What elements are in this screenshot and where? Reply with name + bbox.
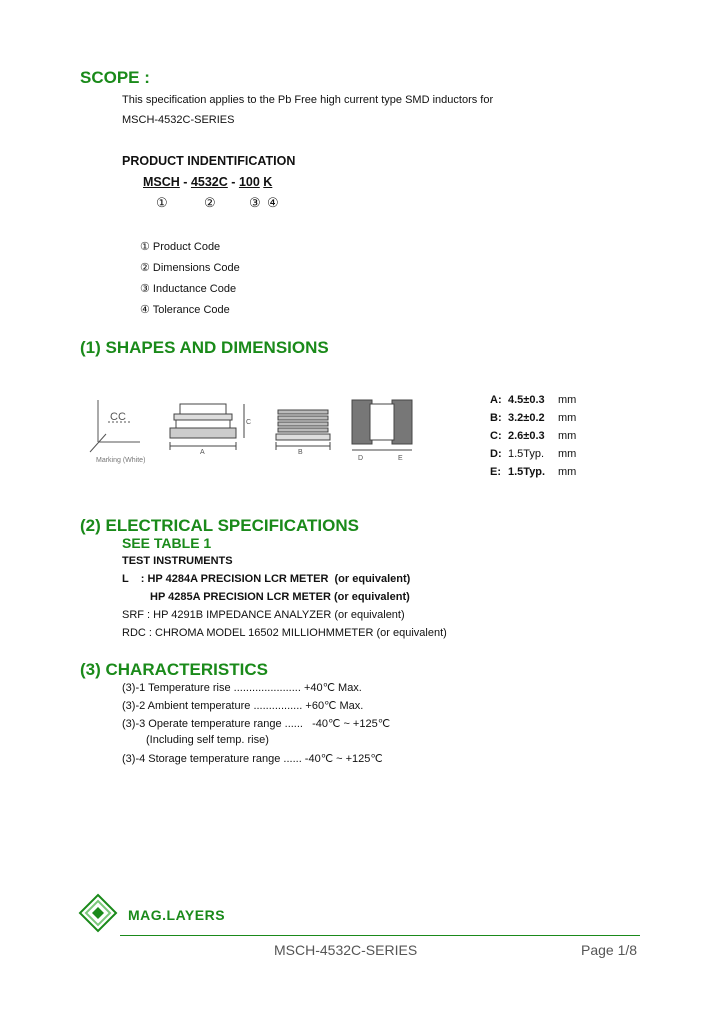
code-part-100: 100	[238, 175, 260, 189]
cc-label: CC	[110, 411, 126, 423]
code-separator: -	[183, 175, 188, 189]
front-view	[170, 404, 251, 456]
dim-row-e	[490, 466, 577, 478]
code-part-k: K	[263, 175, 273, 189]
dim-key: B:	[490, 412, 502, 424]
dim-value: 3.2±0.2	[508, 412, 545, 424]
product-code	[143, 175, 272, 189]
code-part-4532c: 4532C	[190, 175, 228, 189]
code-separator: -	[231, 175, 236, 189]
dim-value: 1.5Typ.	[508, 448, 545, 460]
dim-unit: mm	[558, 412, 577, 424]
instrument-rdc: RDC : CHROMA MODEL 16502 MILLIOHMMETER (or equivalent)	[122, 627, 447, 639]
characteristics-title: (3) CHARACTERISTICS	[80, 660, 268, 679]
code-part-msch: MSCH	[143, 175, 180, 189]
bottom-view	[352, 400, 412, 462]
instrument-l-alt: HP 4285A PRECISION LCR METER (or equivalent)	[150, 591, 410, 603]
dim-unit: mm	[558, 448, 577, 460]
legend-product-code: ① Product Code	[140, 241, 221, 253]
company-name: MAG.LAYERS	[128, 907, 226, 923]
dim-row-a	[490, 394, 577, 406]
char-temperature-rise: (3)-1 Temperature rise ...................... +40℃ Max.	[122, 682, 362, 694]
shapes-title: (1) SHAPES AND DIMENSIONS	[80, 338, 329, 357]
dim-row-d	[490, 448, 577, 460]
instrument-srf: SRF : HP 4291B IMPEDANCE ANALYZER (or equivalent)	[122, 609, 405, 621]
electrical-title: (2) ELECTRICAL SPECIFICATIONS	[80, 516, 359, 535]
char-storage-temperature: (3)-4 Storage temperature range ...... -40℃ ~ +125℃	[122, 753, 383, 765]
see-table-1: SEE TABLE 1	[122, 535, 212, 551]
top-view	[90, 400, 145, 464]
company-logo-icon	[78, 893, 118, 933]
footer-series: MSCH-4532C-SERIES	[274, 942, 418, 958]
dim-value: 2.6±0.3	[508, 430, 545, 442]
dim-unit: mm	[558, 430, 577, 442]
label-e: E	[398, 455, 403, 462]
legend-dimensions-code: ② Dimensions Code	[140, 262, 240, 274]
side-view	[276, 410, 330, 456]
instrument-l: L : HP 4284A PRECISION LCR METER (or equivalent)	[122, 573, 411, 585]
marker-2: ②	[204, 195, 216, 210]
char-self-temp-note: (Including self temp. rise)	[146, 734, 269, 746]
label-b: B	[298, 449, 303, 456]
dim-key: C:	[490, 430, 502, 442]
label-d: D	[358, 455, 364, 462]
label-c: C	[246, 419, 252, 426]
legend-inductance-code: ③ Inductance Code	[140, 283, 237, 295]
footer-divider	[120, 935, 640, 936]
dim-value: 1.5Typ.	[508, 466, 546, 478]
marking-label: Marking (White)	[96, 457, 146, 464]
footer-page-number: Page 1/8	[581, 942, 638, 958]
marker-3: ③	[249, 195, 261, 210]
dim-key: E:	[490, 466, 501, 478]
dim-row-b	[490, 412, 577, 424]
test-instruments-title: TEST INSTRUMENTS	[122, 555, 233, 567]
dim-unit: mm	[558, 466, 577, 478]
product-id-title: PRODUCT INDENTIFICATION	[122, 154, 296, 168]
marker-4: ④	[267, 195, 279, 210]
dim-value: 4.5±0.3	[508, 394, 545, 406]
dim-key: D:	[490, 448, 502, 460]
scope-line-1: This specification applies to the Pb Free high current type SMD inductors for	[122, 94, 494, 106]
dim-unit: mm	[558, 394, 577, 406]
marker-1: ①	[156, 195, 168, 210]
label-a: A	[200, 449, 205, 456]
dim-key: A:	[490, 394, 502, 406]
legend-tolerance-code: ④ Tolerance Code	[140, 304, 230, 316]
dim-row-c	[490, 430, 577, 442]
char-ambient-temperature: (3)-2 Ambient temperature ................ +60℃ Max.	[122, 700, 364, 712]
scope-title: SCOPE :	[80, 68, 150, 87]
char-operate-temperature: (3)-3 Operate temperature range ...... -40℃ ~ +125℃	[122, 718, 391, 730]
dimension-drawing	[70, 390, 430, 470]
scope-line-2: MSCH-4532C-SERIES	[122, 114, 235, 126]
